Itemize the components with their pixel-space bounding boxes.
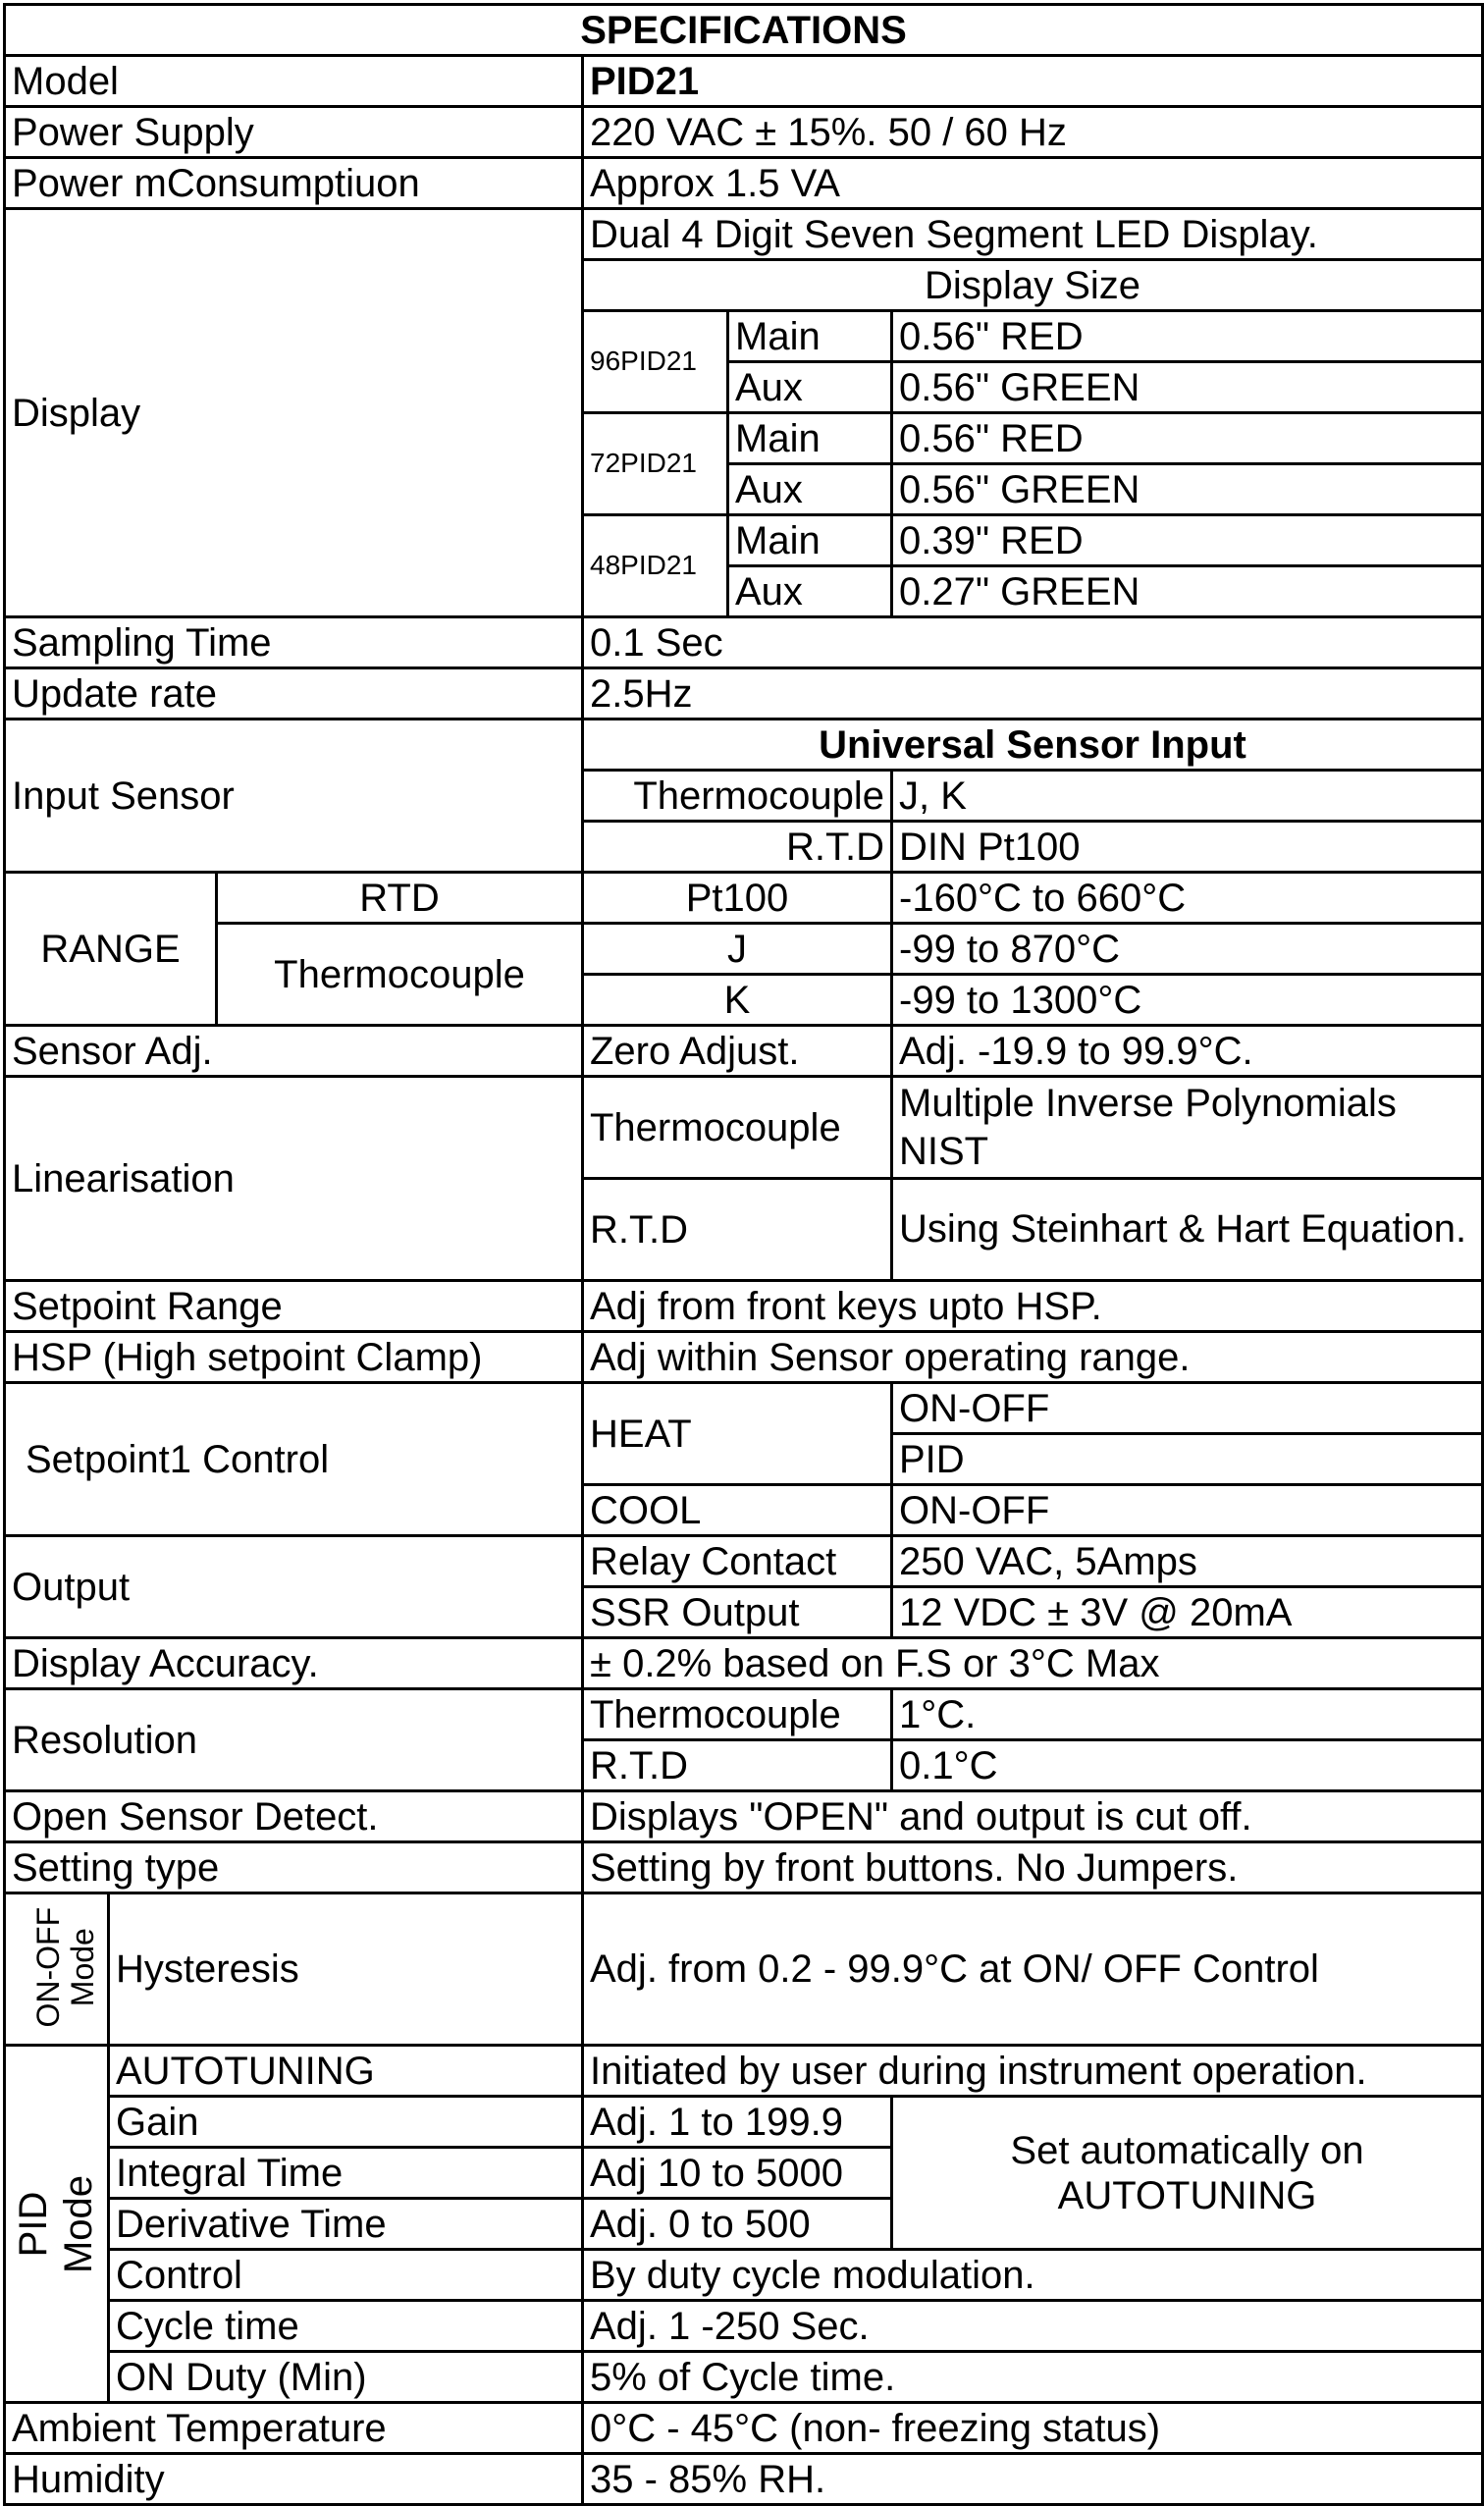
ambient-temperature-value: 0°C - 45°C (non- freezing status) [583,2403,1483,2454]
display-accuracy-label: Display Accuracy. [5,1638,583,1689]
range-sensor: Pt100 [583,873,892,924]
setpoint-range-value: Adj from front keys upto HSP. [583,1281,1483,1332]
pid-mode-label-line2: Mode [57,2174,101,2273]
display-main-value: 0.56" RED [892,311,1483,362]
range-sensor: K [583,975,892,1026]
display-model-name: 48PID21 [583,515,728,617]
output-value: 250 VAC, 5Amps [892,1536,1483,1587]
linearisation-value: Using Steinhart & Hart Equation. [892,1179,1483,1281]
table-row [5,2352,1483,2403]
integral-time-label: Integral Time [109,2148,583,2199]
onoff-mode-label-line1: ON-OFF [30,1907,67,2028]
autotuning-note: Set automatically on AUTOTUNING [892,2097,1483,2250]
range-rtd-label: RTD [217,873,583,924]
power-supply-label: Power Supply [5,107,583,158]
output-type: SSR Output [583,1587,892,1638]
open-sensor-label: Open Sensor Detect. [5,1791,583,1842]
hysteresis-value: Adj. from 0.2 - 99.9°C at ON/ OFF Control [583,1893,1483,2046]
table-row [5,1332,1483,1383]
model-label: Model [5,56,583,107]
heat-label: HEAT [583,1383,892,1485]
table-row [5,209,1483,260]
resolution-label: Resolution [5,1689,583,1791]
table-row [5,2301,1483,2352]
input-sensor-header: Universal Sensor Input [583,720,1483,771]
table-row [5,720,1483,771]
hysteresis-label: Hysteresis [109,1893,583,2046]
open-sensor-value: Displays "OPEN" and output is cut off. [583,1791,1483,1842]
display-main-label: Main [728,413,892,464]
table-row [5,1281,1483,1332]
gain-label: Gain [109,2097,583,2148]
autotuning-label: AUTOTUNING [109,2046,583,2097]
specifications-table [3,3,1484,2506]
page-title: SPECIFICATIONS [5,5,1483,56]
pid-mode-label-line1: PID [12,2191,56,2257]
setpoint1-control-label: Setpoint1 Control [5,1383,583,1536]
sensor-adj-value: Adj. -19.9 to 99.9°C. [892,1026,1483,1077]
input-sensor-label: Input Sensor [5,720,583,873]
resolution-type: R.T.D [583,1740,892,1791]
table-row [5,56,1483,107]
display-main-value: 0.56" RED [892,413,1483,464]
update-rate-value: 2.5Hz [583,668,1483,720]
range-value: -99 to 870°C [892,924,1483,975]
range-label: RANGE [5,873,217,1026]
onoff-mode-label-line2: Mode [65,1928,101,2007]
display-aux-label: Aux [728,362,892,413]
table-row [5,873,1483,924]
table-row [5,2250,1483,2301]
table-row [5,1689,1483,1740]
table-row [5,1383,1483,1434]
model-value: PID21 [583,56,1483,107]
on-duty-value: 5% of Cycle time. [583,2352,1483,2403]
output-type: Relay Contact [583,1536,892,1587]
control-label: Control [109,2250,583,2301]
table-row [5,1791,1483,1842]
linearisation-type: R.T.D [583,1179,892,1281]
output-label: Output [5,1536,583,1638]
output-value: 12 VDC ± 3V @ 20mA [892,1587,1483,1638]
display-description: Dual 4 Digit Seven Segment LED Display. [583,209,1483,260]
display-main-label: Main [728,311,892,362]
table-row [5,2403,1483,2454]
range-value: -160°C to 660°C [892,873,1483,924]
power-consumption-value: Approx 1.5 VA [583,158,1483,209]
linearisation-label: Linearisation [5,1077,583,1281]
humidity-value: 35 - 85% RH. [583,2454,1483,2505]
table-row [5,2046,1483,2097]
power-supply-value: 220 VAC ± 15%. 50 / 60 Hz [583,107,1483,158]
hsp-label: HSP (High setpoint Clamp) [5,1332,583,1383]
display-aux-label: Aux [728,566,892,617]
cool-value: ON-OFF [892,1485,1483,1536]
sampling-time-label: Sampling Time [5,617,583,668]
setpoint-range-label: Setpoint Range [5,1281,583,1332]
setting-type-value: Setting by front buttons. No Jumpers. [583,1842,1483,1893]
onoff-mode-label [5,1893,109,2046]
update-rate-label: Update rate [5,668,583,720]
display-label: Display [5,209,583,617]
table-row [5,1638,1483,1689]
display-main-label: Main [728,515,892,566]
table-row [5,1842,1483,1893]
table-row [5,107,1483,158]
display-size-header: Display Size [583,260,1483,311]
range-sensor: J [583,924,892,975]
display-aux-value: 0.27" GREEN [892,566,1483,617]
display-accuracy-value: ± 0.2% based on F.S or 3°C Max [583,1638,1483,1689]
range-thermocouple-label: Thermocouple [217,924,583,1026]
linearisation-value: Multiple Inverse Polynomials NIST [892,1077,1483,1179]
power-consumption-label: Power mConsumptiuon [5,158,583,209]
table-row [5,1026,1483,1077]
input-sensor-value: DIN Pt100 [892,822,1483,873]
resolution-value: 1°C. [892,1689,1483,1740]
heat-value: PID [892,1434,1483,1485]
heat-value: ON-OFF [892,1383,1483,1434]
table-row [5,617,1483,668]
table-row [5,2097,1483,2148]
display-aux-label: Aux [728,464,892,515]
derivative-time-label: Derivative Time [109,2199,583,2250]
autotuning-value: Initiated by user during instrument operation. [583,2046,1483,2097]
humidity-label: Humidity [5,2454,583,2505]
table-row [5,668,1483,720]
resolution-type: Thermocouple [583,1689,892,1740]
table-row [5,924,1483,975]
linearisation-type: Thermocouple [583,1077,892,1179]
sensor-adj-label: Sensor Adj. [5,1026,583,1077]
table-row [5,1536,1483,1587]
hsp-value: Adj within Sensor operating range. [583,1332,1483,1383]
integral-time-value: Adj 10 to 5000 [583,2148,892,2199]
sensor-adj-type: Zero Adjust. [583,1026,892,1077]
derivative-time-value: Adj. 0 to 500 [583,2199,892,2250]
input-sensor-value: J, K [892,771,1483,822]
range-value: -99 to 1300°C [892,975,1483,1026]
display-aux-value: 0.56" GREEN [892,362,1483,413]
table-row [5,1893,1483,2046]
display-model-name: 96PID21 [583,311,728,413]
table-row [5,158,1483,209]
input-sensor-type: Thermocouple [583,771,892,822]
resolution-value: 0.1°C [892,1740,1483,1791]
cycle-time-value: Adj. 1 -250 Sec. [583,2301,1483,2352]
gain-value: Adj. 1 to 199.9 [583,2097,892,2148]
display-aux-value: 0.56" GREEN [892,464,1483,515]
setting-type-label: Setting type [5,1842,583,1893]
control-value: By duty cycle modulation. [583,2250,1483,2301]
pid-mode-label [5,2046,109,2403]
ambient-temperature-label: Ambient Temperature [5,2403,583,2454]
table-row [5,1077,1483,1179]
input-sensor-type: R.T.D [583,822,892,873]
sampling-time-value: 0.1 Sec [583,617,1483,668]
on-duty-label: ON Duty (Min) [109,2352,583,2403]
display-main-value: 0.39" RED [892,515,1483,566]
cycle-time-label: Cycle time [109,2301,583,2352]
cool-label: COOL [583,1485,892,1536]
display-model-name: 72PID21 [583,413,728,515]
table-row [5,2454,1483,2505]
